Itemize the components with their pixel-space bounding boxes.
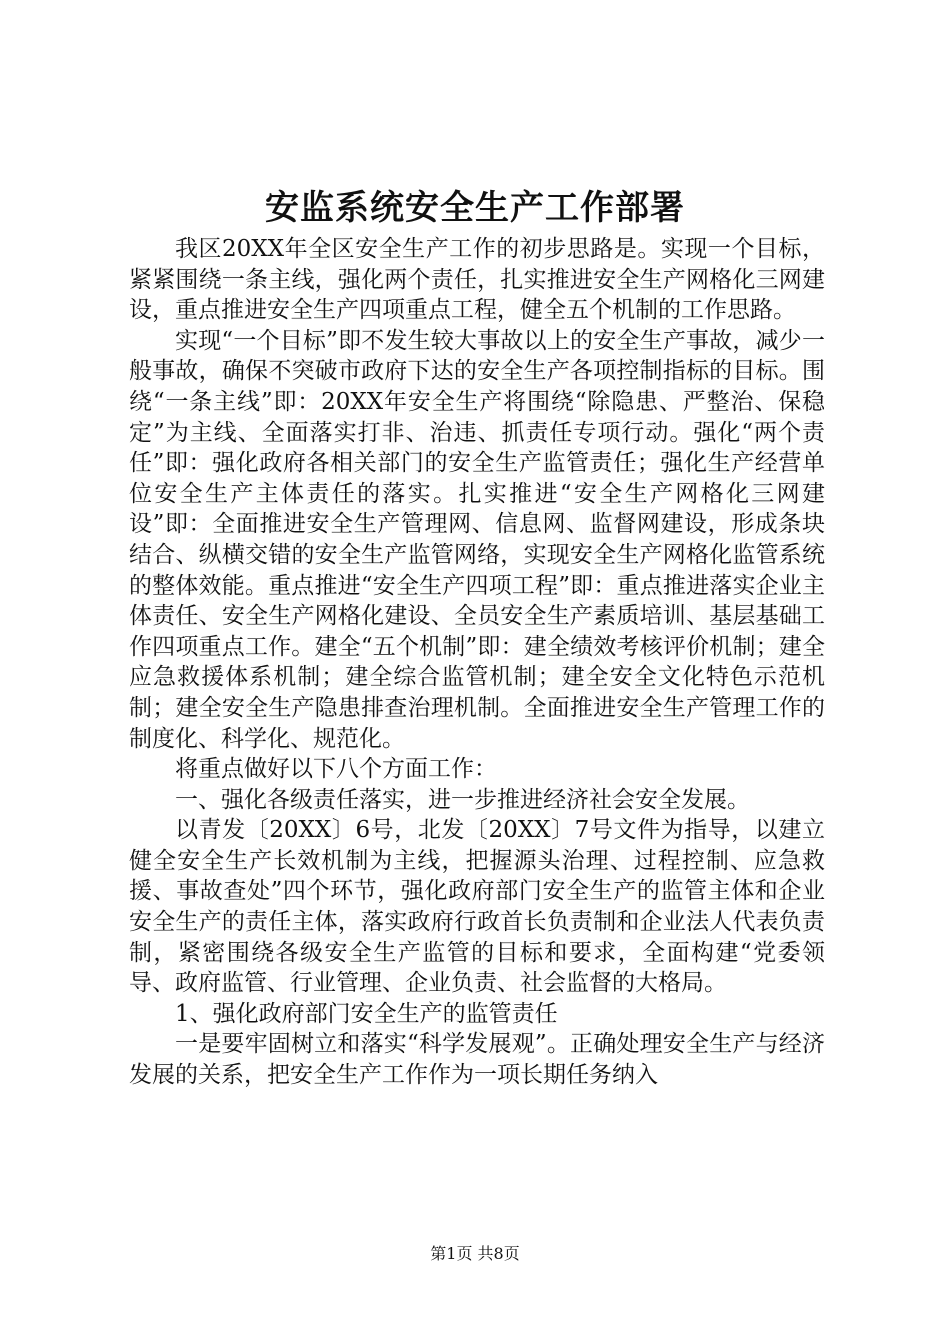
document-title: 安监系统安全生产工作部署 [265, 188, 685, 228]
paragraph-1: 我区20XX年全区安全生产工作的初步思路是。实现一个目标，紧紧围绕一条主线，强化两个责任，扎实推进安全生产网格化三网建设，重点推进安全生产四项重点工程，健全五个机制的工作思路。 [129, 236, 825, 324]
paragraph-3: 将重点做好以下八个方面工作： [175, 756, 497, 783]
section-heading-1: 一、强化各级责任落实，进一步推进经济社会安全发展。 [175, 786, 750, 813]
document-body [129, 234, 825, 1091]
paragraph-2: 实现“一个目标”即不发生较大事故以上的安全生产事故，减少一般事故，确保不突破市政府下达的安全生产各项控制指标的目标。围绕“一条主线”即：20XX年安全生产将围绕“除隐患、严整治、保稳定”为主线、全面落实打非、治违、抓责任专项行动。强化“两个责任”即：强化政府各相关部门的安全生产监管责任；强化生产经营单位安全生产主体责任的落实。扎实推进“安全生产网格化三网建设”即：全面推进安全生产管理网、信息网、监督网建设，形成条块结合、纵横交错的安全生产监管网络，实现安全生产网格化监管系统的整体效能。重点推进“安全生产四项工程”即：重点推进落实企业主体责任、安全生产网格化建设、全员安全生产素质培训、基层基础工作四项重点工作。建全“五个机制”即：建全绩效考核评价机制；建全应急救援体系机制；建全综合监管机制；建全安全文化特色示范机制；建全安全生产隐患排查治理机制。全面推进安全生产管理工作的制度化、科学化、规范化。 [129, 327, 825, 752]
paragraph-4: 以青发〔20XX〕6号，北发〔20XX〕7号文件为指导，以建立健全安全生产长效机制为主线，把握源头治理、过程控制、应急救援、事故查处”四个环节，强化政府部门安全生产的监管主体和企业安全生产的责任主体，落实政府行政首长负责制和企业法人代表负责制，紧密围绕各级安全生产监管的目标和要求，全面构建“党委领导、政府监管、行业管理、企业负责、社会监督的大格局。 [129, 817, 825, 997]
paragraph-5: 一是要牢固树立和落实“科学发展观”。正确处理安全生产与经济发展的关系，把安全生产工作作为一项长期任务纳入 [129, 1031, 825, 1089]
subsection-heading-1: 1、强化政府部门安全生产的监管责任 [175, 1000, 558, 1027]
page-number-footer: 第1页 共8页 [430, 1244, 520, 1263]
